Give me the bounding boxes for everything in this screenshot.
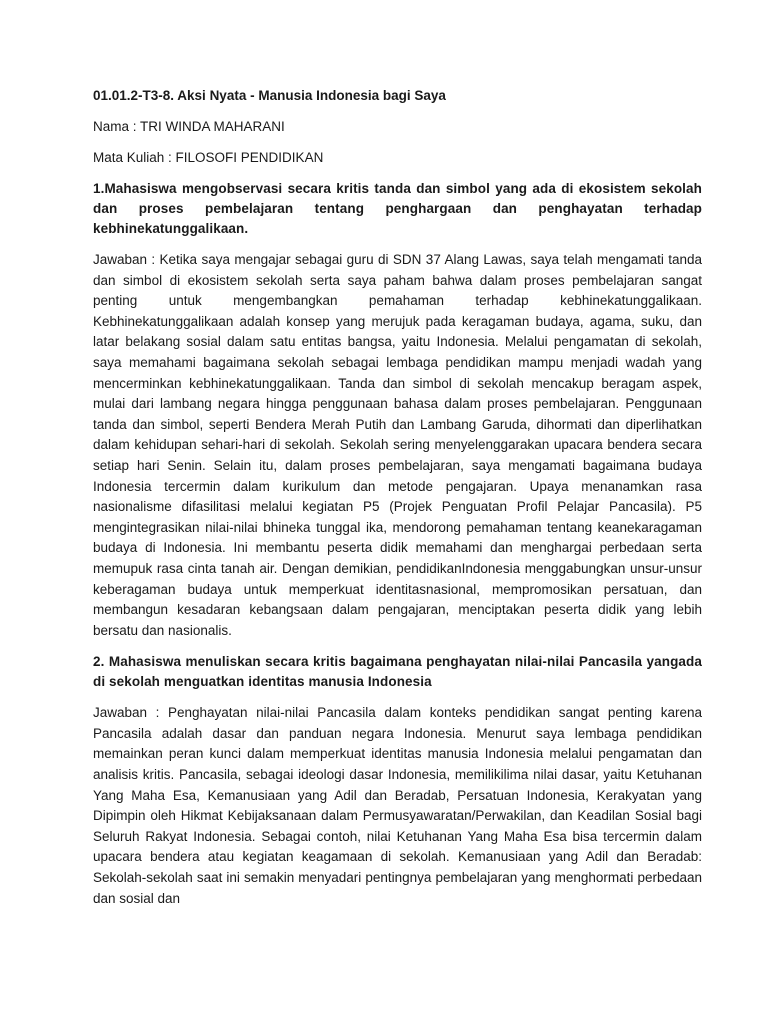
answer-1: Jawaban : Ketika saya mengajar sebagai guru di SDN 37 Alang Lawas, saya telah mengamati tanda dan simbol di ekosistem sekolah serta saya paham bahwa dalam proses pembelajaran sangat penting untuk mengembangkan pemahaman terhadap kebhinekatunggalikaan. Kebhinekatunggalikaan adalah konsep yang merujuk pada keragaman budaya, agama, suku, dan latar belakang sosial dalam satu entitas bangsa, yaitu Indonesia. Melalui pengamatan di sekolah, saya memahami bagaimana sekolah sebagai lembaga pendidikan mampu menjadi wadah yang mencerminkan kebhinekatunggalikaan. Tanda dan simbol di sekolah mencakup beragam aspek, mulai dari lambang negara hingga penggunaan bahasa dalam proses pembelajaran. Penggunaan tanda dan simbol, seperti Bendera Merah Putih dan Lambang Garuda, dihormati dan diperlihatkan dalam kehidupan sehari-hari di sekolah. Sekolah sering menyelenggarakan upacara bendera secara setiap hari Senin. Selain itu, dalam proses pembelajaran, saya mengamati bagaimana budaya Indonesia tercermin dalam kurikulum dan metode pengajaran. Upaya menanamkan rasa nasionalisme difasilitasi melalui kegiatan P5 (Projek Penguatan Profil Pelajar Pancasila). P5 mengintegrasikan nilai-nilai bhineka tunggal ika, mendorong pemahaman tentang keanekaragaman budaya di Indonesia. Ini membantu peserta didik memahami dan menghargai perbedaan serta memupuk rasa cinta tanah air. Dengan demikian, pendidikanIndonesia menggabungkan unsur-unsur keberagaman budaya untuk memperkuat identitasnasional, mempromosikan persatuan, dan membangun kesadaran kebangsaan dalam pengajaran, menciptakan peserta didik yang lebih bersatu dan nasionalis. (93, 252, 702, 638)
course-name: Mata Kuliah : FILOSOFI PENDIDIKAN (93, 150, 324, 165)
section-1 (93, 179, 702, 641)
student-name: Nama : TRI WINDA MAHARANI (93, 119, 285, 134)
question-2: 2. Mahasiswa menuliskan secara kritis bagaimana penghayatan nilai-nilai Pancasila yangada di sekolah menguatkan identitas manusia Indonesia (93, 654, 702, 690)
answer-2: Jawaban : Penghayatan nilai-nilai Pancasila dalam konteks pendidikan sangat penting karena Pancasila adalah dasar dan panduan negara Indonesia. Menurut saya lembaga pendidikan memainkan peran kunci dalam memperkuat identitas manusia Indonesia melalui pengamatan dan analisis kritis. Pancasila, sebagai ideologi dasar Indonesia, memilikilima nilai dasar, yaitu Ketuhanan Yang Maha Esa, Kemanusiaan yang Adil dan Beradab, Persatuan Indonesia, Kerakyatan yang Dipimpin oleh Hikmat Kebijaksanaan dalam Permusyawaratan/Perwakilan, dan Keadilan Sosial bagi Seluruh Rakyat Indonesia. Sebagai contoh, nilai Ketuhanan Yang Maha Esa bisa tercermin dalam upacara bendera atau kegiatan keagamaan di sekolah. Kemanusiaan yang Adil dan Beradab: Sekolah-sekolah saat ini semakin menyadari pentingnya pembelajaran yang menghormati perbedaan dan sosial dan (93, 705, 702, 906)
document-title: 01.01.2-T3-8. Aksi Nyata - Manusia Indonesia bagi Saya (93, 88, 446, 103)
question-1: 1.Mahasiswa mengobservasi secara kritis tanda dan simbol yang ada di ekosistem sekolah dan proses pembelajaran tentang penghargaan dan penghayatan terhadap kebhinekatunggalikaan. (93, 181, 702, 236)
section-2 (93, 652, 702, 909)
